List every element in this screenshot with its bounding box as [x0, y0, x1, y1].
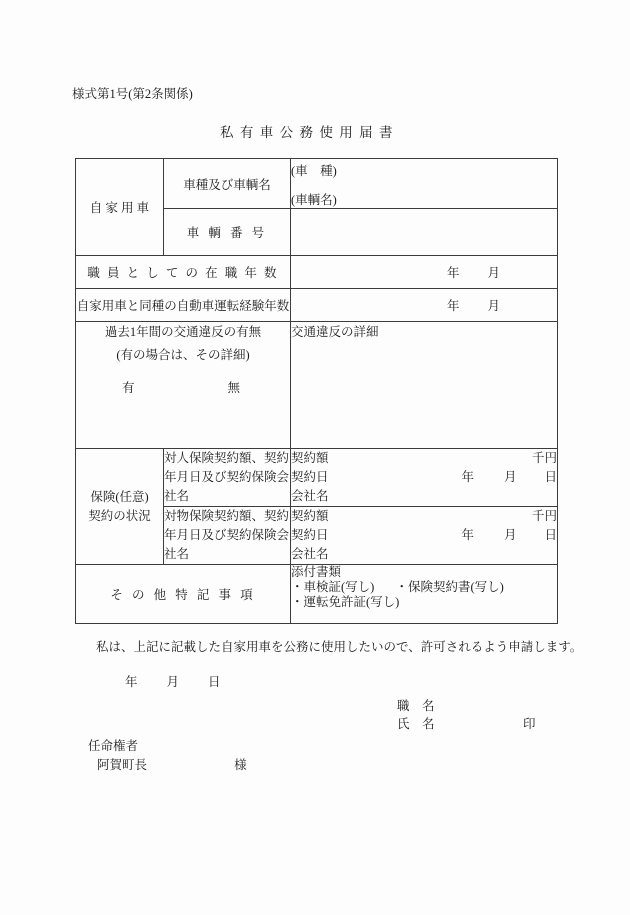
- vehicle-number-label: 車 輌 番 号: [186, 226, 268, 240]
- own-car-label-cell: [76, 159, 164, 256]
- contract-day-label: 日: [544, 470, 557, 484]
- attachments-line2: [291, 580, 557, 595]
- service-years-label-cell: [76, 256, 291, 289]
- form-number: 様式第1号(第2条関係): [72, 87, 193, 101]
- contract-day-label: 日: [544, 528, 557, 542]
- model-label: 車種及び車輌名: [183, 177, 271, 192]
- contract-year-label: 年: [461, 470, 474, 484]
- violations-question-line2: (有の場合は、その詳細): [116, 348, 250, 362]
- addressee-honorific: 様: [234, 758, 247, 772]
- violations-row: [76, 322, 558, 449]
- application-table: [75, 158, 558, 624]
- insurance-property-label-cell: [164, 507, 291, 565]
- insurance-property-label: 対物保険契約額、契約年月日及び契約保険会社名: [164, 509, 290, 561]
- contract-amount-unit: 千円: [531, 509, 557, 523]
- driving-years-label: 自家用車と同種の自動車運転経験年数: [76, 299, 290, 313]
- contract-date-label: 契約日: [291, 470, 329, 484]
- vehicle-number-label-cell: [164, 209, 291, 256]
- declaration-text: 私は、上記に記載した自家用車を公務に使用したいので、許可されるよう申請します。: [96, 640, 583, 654]
- attachments-cell: [291, 565, 558, 624]
- insurance-personal-label: 対人保険契約額、契約年月日及び契約保険会社名: [164, 451, 290, 503]
- driving-years-month-label: 月: [487, 299, 500, 313]
- service-years-value-cell: [291, 256, 558, 289]
- contract-month-label: 月: [503, 470, 517, 484]
- driving-years-year-label: 年: [446, 299, 460, 313]
- date-month-label: 月: [166, 675, 180, 689]
- position-label: 職 名: [397, 699, 435, 713]
- name-label: 氏 名: [397, 717, 435, 731]
- model-value-cell: [291, 159, 558, 209]
- model-type-hint: (車 種): [291, 164, 337, 178]
- service-years-label: 職 員 と し て の 在 職 年 数: [87, 266, 279, 280]
- date-line: [125, 672, 221, 690]
- insurance-label-line2: 契約の状況: [88, 508, 151, 523]
- insurance-personal-row: [76, 449, 558, 507]
- contract-amount-unit: 千円: [531, 451, 557, 465]
- insurance-label-line1: 保険(任意): [90, 489, 149, 504]
- form-title: 私 有 車 公 務 使 用 届 書: [220, 125, 394, 140]
- vehicle-model-row: [76, 159, 558, 209]
- contract-year-label: 年: [461, 528, 474, 542]
- violations-detail-cell: [291, 322, 558, 449]
- appointer-label: 任命権者: [88, 739, 139, 753]
- seal-label: 印: [523, 717, 536, 731]
- attachment-insurance-contract: ・保険契約書(写し): [395, 580, 504, 594]
- company-name-label: 会社名: [291, 489, 329, 503]
- violations-yesno: [76, 378, 290, 396]
- model-name-hint: (車輌名): [291, 193, 337, 207]
- model-label-cell: [164, 159, 291, 209]
- service-years-month-label: 月: [487, 266, 500, 280]
- insurance-label-cell: [76, 449, 164, 565]
- remarks-label: そ の 他 特 記 事 項: [110, 588, 256, 602]
- violations-question-cell: [76, 322, 291, 449]
- company-name-label: 会社名: [291, 547, 329, 561]
- contract-amount-label: 契約額: [291, 451, 329, 465]
- driving-years-value-cell: [291, 289, 558, 322]
- date-day-label: 日: [208, 675, 221, 689]
- violations-no-option: 無: [227, 381, 240, 395]
- insurance-property-value-cell: [291, 507, 558, 565]
- contract-month-label: 月: [503, 528, 517, 542]
- contract-date-label: 契約日: [291, 528, 329, 542]
- addressee-line: [97, 755, 247, 773]
- violations-yes-option: 有: [122, 381, 135, 395]
- vehicle-number-value-cell: [291, 209, 558, 256]
- service-years-year-label: 年: [446, 266, 460, 280]
- driving-years-row: [76, 289, 558, 322]
- contract-amount-label: 契約額: [291, 509, 329, 523]
- remarks-label-cell: [76, 565, 291, 624]
- violations-question-line1: 過去1年間の交通違反の有無: [104, 325, 262, 339]
- attachment-drivers-license: ・運転免許証(写し): [291, 595, 400, 609]
- violations-detail-label: 交通違反の詳細: [291, 325, 379, 339]
- driving-years-label-cell: [76, 289, 291, 322]
- addressee-name: 阿賀町長: [97, 758, 148, 772]
- attachment-inspection-cert: ・車検証(写し): [291, 580, 375, 594]
- date-year-label: 年: [125, 675, 138, 689]
- own-car-label: 自 家 用 車: [89, 201, 150, 215]
- service-years-row: [76, 256, 558, 289]
- insurance-personal-label-cell: [164, 449, 291, 507]
- insurance-personal-value-cell: [291, 449, 558, 507]
- attachments-title: 添付書類: [291, 565, 342, 579]
- remarks-row: [76, 565, 558, 624]
